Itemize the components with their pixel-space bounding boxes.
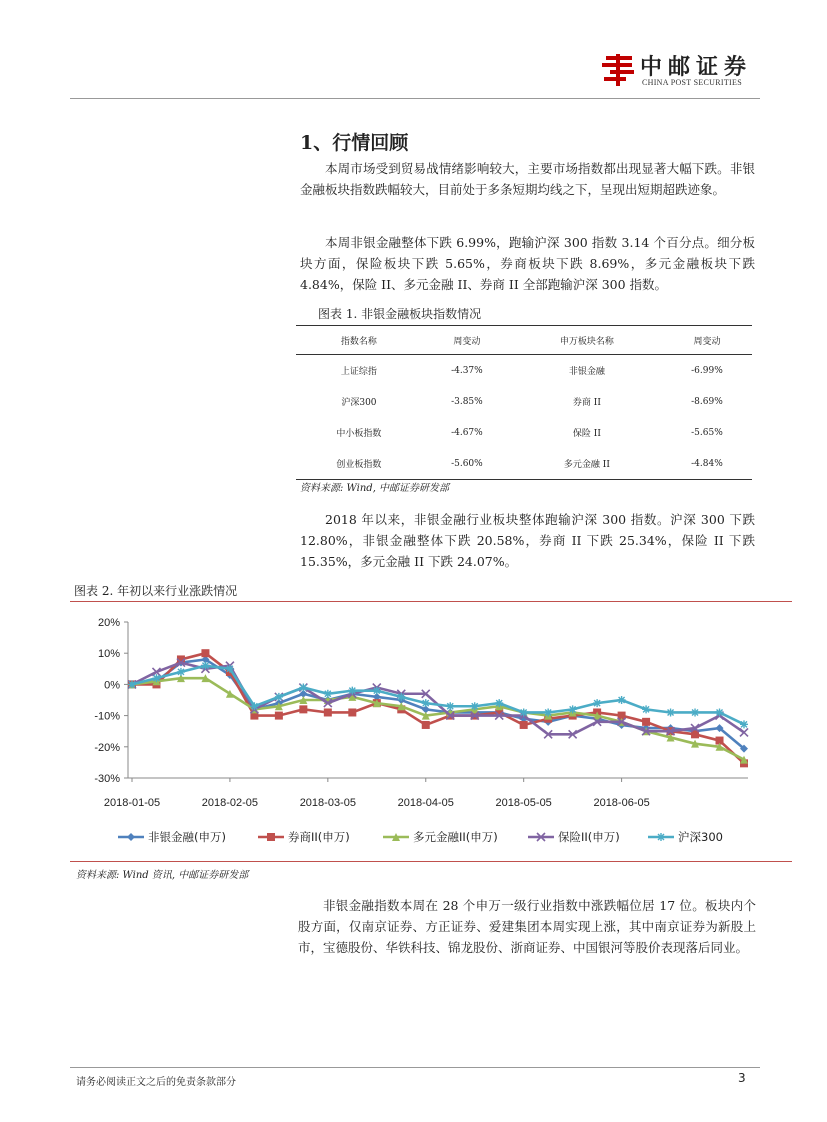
header-divider <box>70 98 760 99</box>
data-point <box>520 708 528 716</box>
legend-marker <box>657 833 665 841</box>
logo-english-name: CHINA POST SECURITIES <box>642 78 742 87</box>
table-cell: -6.99% <box>691 365 723 376</box>
table-cell: -4.84% <box>662 448 752 480</box>
y-tick-label: 0% <box>104 679 120 692</box>
x-tick-label: 2018-04-05 <box>397 797 454 809</box>
series-line <box>132 678 744 759</box>
table-header-cell: 周变动 <box>662 326 752 355</box>
data-point <box>422 699 430 707</box>
table-header-cell: 周变动 <box>422 326 512 355</box>
data-point <box>667 708 675 716</box>
data-point <box>446 702 454 710</box>
y-tick-label: -10% <box>94 710 120 723</box>
table1-title: 图表 1. 非银金融板块指数情况 <box>318 307 482 321</box>
data-point <box>226 665 234 673</box>
x-tick-label: 2018-01-05 <box>103 797 161 809</box>
data-point <box>740 728 748 736</box>
table-row <box>296 448 752 480</box>
data-point <box>569 705 577 713</box>
page-number: 3 <box>738 1071 746 1085</box>
data-point <box>422 721 430 729</box>
data-point <box>177 668 185 676</box>
table-header-row <box>296 326 752 355</box>
x-tick-label: 2018-02-05 <box>201 797 259 809</box>
table-cell: -8.69% <box>691 396 723 407</box>
data-point <box>471 702 479 710</box>
data-point <box>299 684 307 692</box>
legend-label: 保险II(申万) <box>558 830 620 844</box>
legend-marker <box>267 833 275 841</box>
table-cell: -5.65% <box>691 427 723 438</box>
table-header-cell: 指数名称 <box>296 326 422 355</box>
table-cell: 券商 II <box>572 398 601 408</box>
legend-label: 沪深300 <box>678 830 723 844</box>
data-point <box>201 662 209 670</box>
figure2-top-rule <box>70 601 792 602</box>
table-row <box>296 386 752 417</box>
table-cell: 创业板指数 <box>296 448 422 480</box>
data-point <box>348 687 356 695</box>
figure2-source: 资料来源: Wind 资讯, 中邮证券研发部 <box>76 870 249 881</box>
y-tick-label: -20% <box>94 741 120 754</box>
data-point <box>642 718 650 726</box>
data-point <box>201 649 209 657</box>
paragraph-weekly-performance: 本周非银金融整体下跌 6.99%，跑输沪深 300 指数 3.14 个百分点。细分板块方面，保险板块下跌 5.65%，券商板块下跌 8.69%，多元金融板块下跌 4.84%，保险 II、多元金融 II、券商 II 全部跑输沪深 300 指数。 <box>300 235 755 292</box>
paragraph-industry-ranking: 非银金融指数本周在 28 个申万一级行业指数中涨跌幅位居 17 位。板块内个股方面，仅南京证券、方正证券、爱建集团本周实现上涨，其中南京证券为新股上市，宝德股份、华铁科技、锦龙股份、浙商证券、中国银河等股价表现落后同业。 <box>298 898 756 955</box>
table-cell: -5.60% <box>422 448 512 480</box>
data-point <box>716 708 724 716</box>
table1-source: 资料来源: Wind, 中邮证券研发部 <box>300 483 450 494</box>
data-point <box>593 699 601 707</box>
y-tick-label: -30% <box>94 773 120 785</box>
y-tick-label: 20% <box>97 617 120 629</box>
data-point <box>275 712 283 720</box>
table-row <box>296 417 752 448</box>
y-tick-label: 10% <box>97 648 120 661</box>
data-point <box>397 693 405 701</box>
china-post-logo-icon <box>600 52 638 88</box>
data-point <box>544 708 552 716</box>
legend-label: 多元金融II(申万) <box>413 830 498 844</box>
data-point <box>373 687 381 695</box>
data-point <box>495 699 503 707</box>
industry-performance-line-chart <box>70 605 792 861</box>
legend-label: 非银金融(申万) <box>148 830 226 844</box>
table-header-cell: 申万板块名称 <box>512 326 662 355</box>
table-cell: 非银金融 <box>568 367 605 377</box>
table-cell: -4.37% <box>451 365 483 376</box>
index-performance-table <box>296 325 752 480</box>
table-cell: 中小板指数 <box>336 429 382 439</box>
legend-marker <box>127 833 135 841</box>
table-cell: -4.67% <box>451 427 483 438</box>
data-point <box>642 705 650 713</box>
footer-divider <box>70 1067 760 1068</box>
table-cell: -3.85% <box>451 396 483 407</box>
data-point <box>152 674 160 682</box>
table-cell: 保险 II <box>572 429 601 439</box>
data-point <box>348 708 356 716</box>
series-line <box>132 666 744 725</box>
data-point <box>128 680 136 688</box>
section-title: 1、行情回顾 <box>300 132 409 154</box>
x-tick-label: 2018-03-05 <box>299 797 356 809</box>
paragraph-ytd-performance: 2018 年以来，非银金融行业板块整体跑输沪深 300 指数。沪深 300 下跌 12.80%，非银金融整体下跌 20.58%，券商 II 下跌 25.34%，保险 II 下跌 15.35%，多元金融 II 下跌 24.07%。 <box>300 512 755 569</box>
logo-chinese-name: 中邮证券 <box>640 54 753 80</box>
data-point <box>691 708 699 716</box>
footer-disclaimer: 请务必阅读正文之后的免责条款部分 <box>76 1077 236 1088</box>
figure2-bottom-rule <box>70 861 792 862</box>
x-tick-label: 2018-05-05 <box>495 797 552 809</box>
data-point <box>740 720 748 728</box>
data-point <box>299 705 307 713</box>
data-point <box>275 693 283 701</box>
paragraph-market-review: 本周市场受到贸易战情绪影响较大，主要市场指数都出现显著大幅下跌。非银金融板块指数跌幅较大，目前处于多条短期均线之下，呈现出短期超跌迹象。 <box>300 161 755 197</box>
table-cell: 上证综指 <box>340 367 377 377</box>
data-point <box>520 721 528 729</box>
data-point <box>324 708 332 716</box>
legend-label: 券商II(申万) <box>288 830 350 844</box>
table-cell: 沪深300 <box>341 398 377 408</box>
data-point <box>324 690 332 698</box>
table-cell: 多元金融 II <box>512 448 662 480</box>
data-point <box>250 702 258 710</box>
table-row <box>296 355 752 387</box>
x-tick-label: 2018-06-05 <box>593 797 650 809</box>
data-point <box>618 696 626 704</box>
company-logo <box>600 50 760 92</box>
figure2-title: 图表 2. 年初以来行业涨跌情况 <box>74 584 238 598</box>
